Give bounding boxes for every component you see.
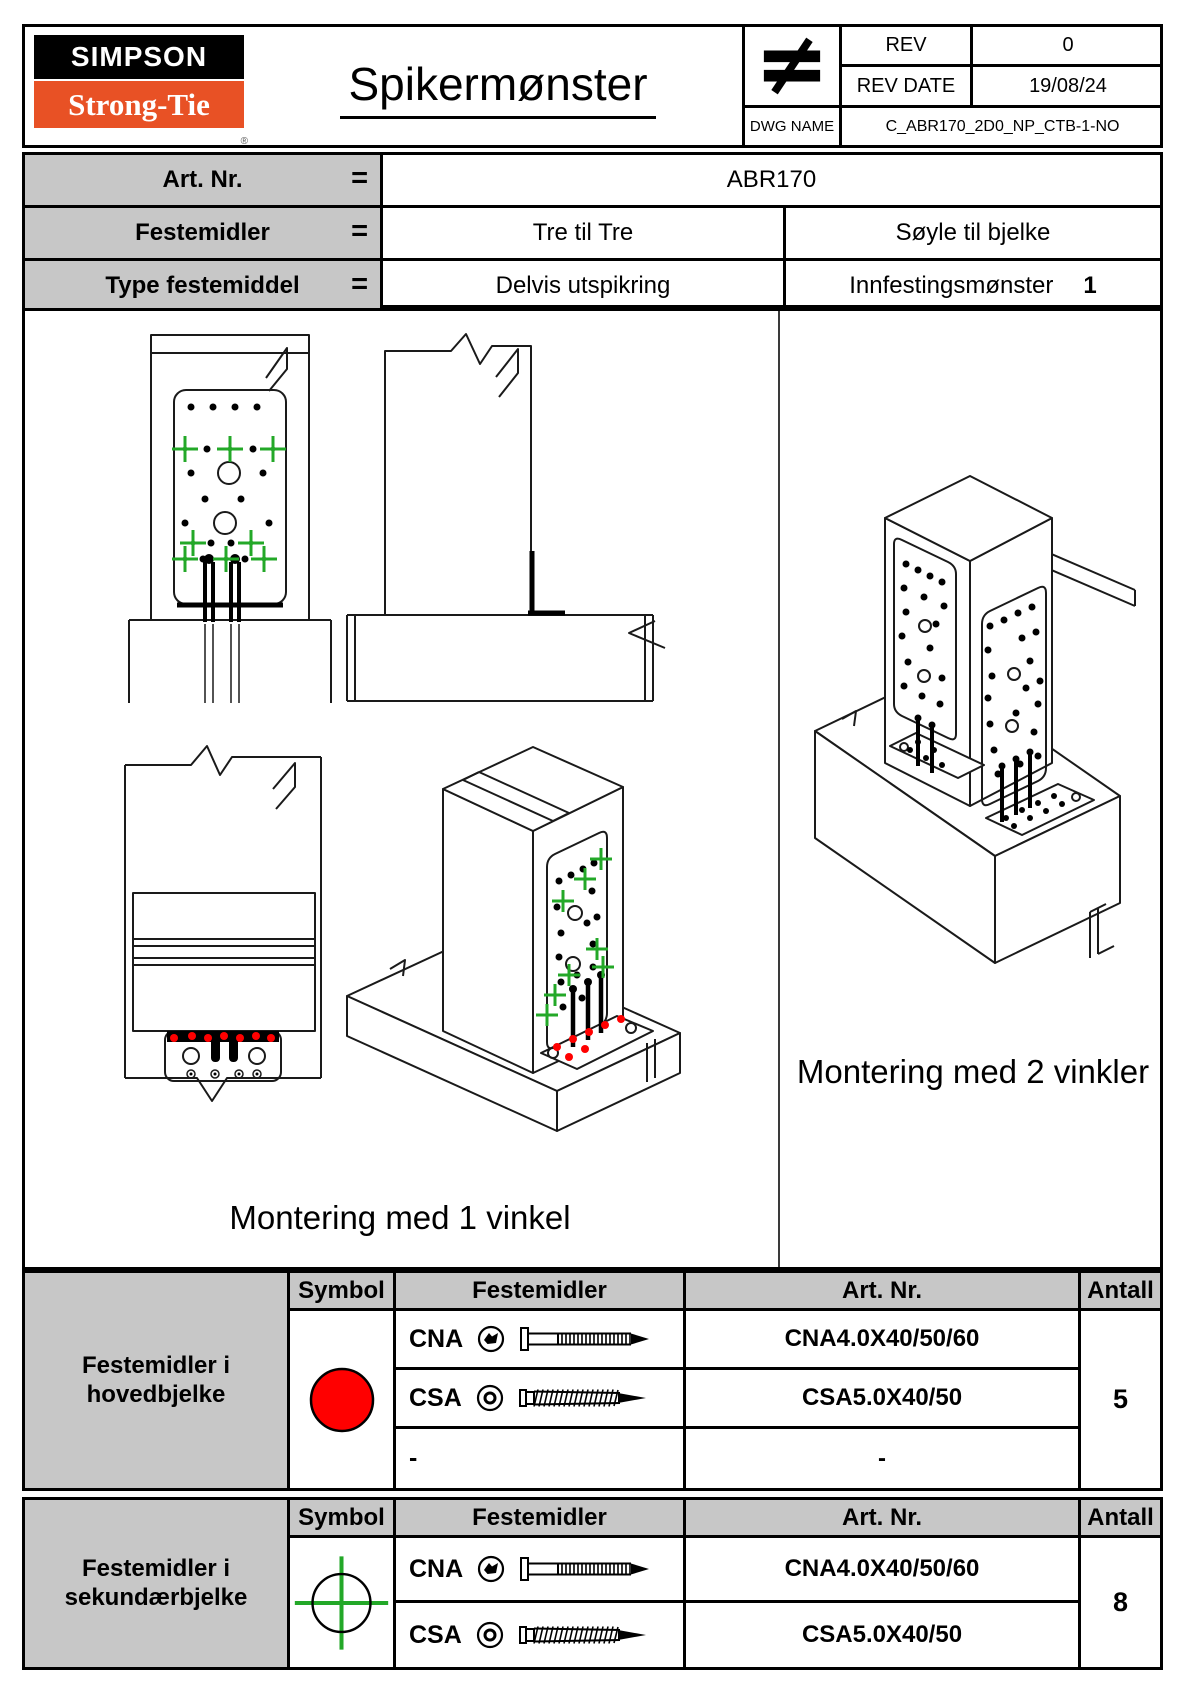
- logo-strongtie-text: Strong-Tie: [34, 81, 244, 128]
- innfestingsmonster-text: Innfestingsmønster: [849, 272, 1054, 299]
- info-label-text: Festemidler: [135, 219, 270, 246]
- symbol-cell: [287, 1538, 393, 1667]
- info-row-festemidler: [25, 208, 1160, 261]
- info-label-text: Type festemiddel: [105, 272, 300, 299]
- not-equal-symbol-cell: [745, 27, 842, 108]
- col-header-symbol: Symbol: [287, 1273, 393, 1311]
- col-header-festemidler: Festemidler: [393, 1273, 683, 1311]
- blocks: [815, 476, 1120, 963]
- secondary-fastener-markers: [172, 436, 286, 572]
- fastener-row-csa: [393, 1370, 683, 1429]
- page-title-wrap: [257, 53, 739, 123]
- col-header-artnr: Art. Nr.: [683, 1273, 1078, 1311]
- csa-screw-icon: [518, 1621, 654, 1649]
- isometric-one-bracket-drawing: [335, 701, 695, 1141]
- cna-head-icon: [476, 1554, 506, 1584]
- cna-head-icon: [476, 1324, 506, 1354]
- info-table: [22, 152, 1163, 308]
- not-equal-icon: [760, 36, 824, 96]
- simpson-strongtie-logo: [34, 35, 248, 147]
- cna-nail-icon: [519, 1325, 655, 1353]
- equals-sign: =: [351, 268, 368, 301]
- csa-screw-icon: [518, 1384, 654, 1412]
- artnr-cell: CNA4.0X40/50/60: [683, 1538, 1078, 1603]
- antall-value: 8: [1078, 1538, 1160, 1667]
- dwg-name-value: C_ABR170_2D0_NP_CTB-1-NO: [885, 117, 1120, 135]
- info-value-soyle-til-bjelke: Søyle til bjelke: [895, 219, 1051, 246]
- col-header-festemidler: Festemidler: [393, 1500, 683, 1538]
- red-circle-symbol: [307, 1365, 377, 1435]
- green-crosshair-symbol: [290, 1542, 393, 1664]
- fastener-name: CSA: [409, 1620, 462, 1649]
- fastener-name: -: [409, 1444, 418, 1472]
- fastener-row-dash: [393, 1429, 683, 1488]
- column-and-beam: [347, 334, 665, 701]
- row-label-text: Festemidler i hovedbjelke: [81, 1352, 231, 1408]
- cna-nail-icon: [519, 1555, 655, 1583]
- rev-date-value: 19/08/24: [970, 67, 1163, 108]
- artnr-cell: CNA4.0X40/50/60: [683, 1311, 1078, 1370]
- equals-sign: =: [351, 215, 368, 248]
- fastener-name: CNA: [409, 1554, 464, 1583]
- artnr-cell: -: [683, 1429, 1078, 1488]
- info-value-delvis-utspikring: Delvis utspikring: [383, 261, 786, 311]
- nail-straps: [205, 562, 239, 622]
- beam-outline: [125, 746, 321, 1101]
- info-row-type: [25, 261, 1160, 311]
- fastener-name: CNA: [409, 1324, 464, 1353]
- artnr-cell: CSA5.0X40/50: [683, 1603, 1078, 1667]
- front-view-drawing: [120, 326, 340, 706]
- csa-head-icon: [475, 1383, 505, 1413]
- dwg-name-label: DWG NAME: [745, 108, 842, 145]
- column-outline: [129, 335, 331, 703]
- fastener-name: CSA: [409, 1383, 462, 1412]
- panel-divider: [778, 311, 780, 1267]
- equals-sign: =: [351, 162, 368, 195]
- title-block: [22, 24, 1163, 148]
- info-label-festemidler: [25, 208, 383, 258]
- drawing-area: [22, 308, 1163, 1270]
- info-label-text: Art. Nr.: [162, 166, 243, 193]
- antall-value: 5: [1078, 1311, 1160, 1488]
- info-value-innfestingsmonster: [786, 261, 1160, 311]
- fastener-row-cna: [393, 1311, 683, 1370]
- artnr-cell: CSA5.0X40/50: [683, 1370, 1078, 1429]
- nail-head: [211, 1035, 220, 1062]
- info-row-artnr: [25, 155, 1160, 208]
- side-view-drawing: [335, 331, 670, 706]
- fastener-row-csa: [393, 1603, 683, 1667]
- fastener-table-sekundaerbjelke: [22, 1497, 1163, 1670]
- page-title: Spikermønster: [340, 57, 655, 119]
- symbol-cell: [287, 1311, 393, 1488]
- registered-trademark: ®: [240, 136, 248, 147]
- col-header-symbol: Symbol: [287, 1500, 393, 1538]
- bottom-view-drawing: [113, 741, 333, 1106]
- table-row-label: [25, 1273, 287, 1488]
- logo-simpson-text: SIMPSON: [34, 35, 244, 79]
- col-header-antall: Antall: [1078, 1273, 1160, 1311]
- info-value-tre-til-tre: Tre til Tre: [383, 208, 786, 258]
- fastener-table-hovedbjelke: [22, 1270, 1163, 1491]
- col-header-antall: Antall: [1078, 1500, 1160, 1538]
- innfestingsmonster-number: 1: [1083, 272, 1097, 299]
- rev-table: [742, 27, 1163, 145]
- caption-one-bracket: Montering med 1 vinkel: [229, 1199, 571, 1236]
- small-holes: [190, 1073, 259, 1076]
- fastener-row-cna: [393, 1538, 683, 1603]
- caption-two-brackets: Montering med 2 vinkler: [796, 1053, 1150, 1090]
- rev-value: 0: [970, 27, 1163, 67]
- rev-date-label: REV DATE: [842, 67, 970, 108]
- info-value-artnr: ABR170: [726, 166, 817, 193]
- csa-head-icon: [475, 1620, 505, 1650]
- blocks: [347, 747, 680, 1131]
- info-label-artnr: [25, 155, 383, 205]
- row-label-text: Festemidler i sekundærbjelke: [64, 1555, 248, 1611]
- col-header-artnr: Art. Nr.: [683, 1500, 1078, 1538]
- table-row-label: [25, 1500, 287, 1667]
- rev-label: REV: [842, 27, 970, 67]
- info-label-type: [25, 261, 383, 311]
- isometric-two-brackets-drawing: [790, 466, 1165, 981]
